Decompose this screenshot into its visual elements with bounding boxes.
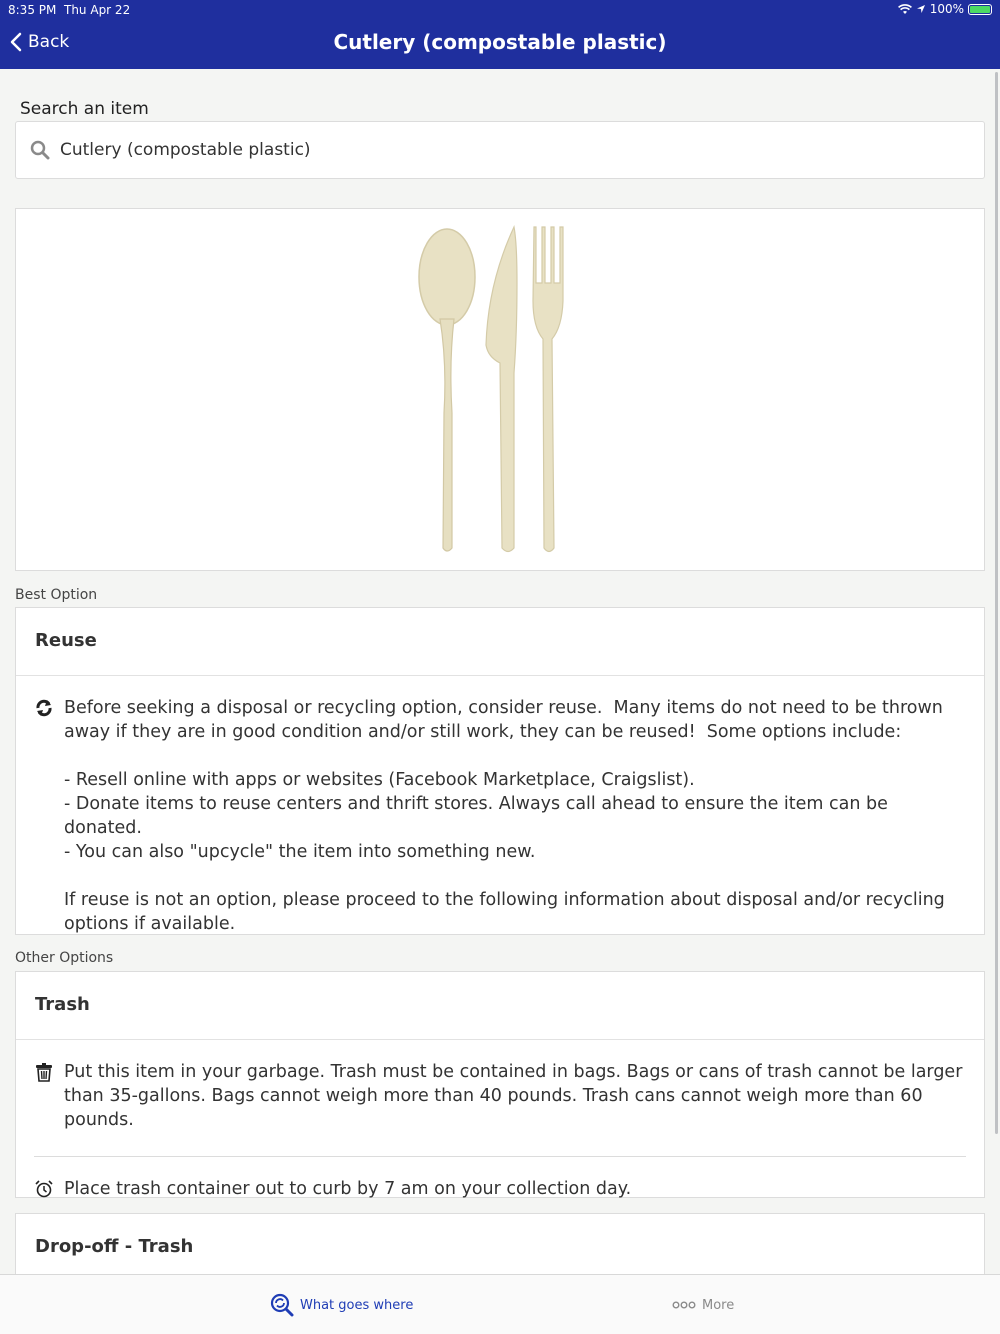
item-detail-content[interactable] [0, 69, 1000, 1274]
status-indicators [898, 2, 992, 16]
recycle-icon [35, 699, 53, 717]
alarm-clock-icon [35, 1180, 53, 1198]
reuse-fallback: If reuse is not an option, please proceed to the following information about disposal and/or recycling options if available. [64, 890, 951, 934]
tab-bar [0, 1274, 1000, 1334]
trash-instructions [16, 1060, 984, 1132]
best-option-label: Best Option [15, 587, 98, 603]
location-icon [916, 4, 926, 14]
reuse-option-resell: - Resell online with apps or websites (Facebook Marketplace, Craigslist). [64, 770, 695, 790]
search-icon [30, 140, 50, 160]
tab-what-goes-where[interactable] [270, 1275, 413, 1334]
tab-label-more: More [702, 1297, 735, 1313]
reuse-intro: Before seeking a disposal or recycling option, consider reuse. Many items do not need to be thrown away if they are in good condition and/or still work, they can be reused! Some options include: [64, 698, 949, 742]
scrollbar[interactable] [995, 72, 998, 1134]
back-button[interactable] [10, 32, 69, 52]
trash-schedule [16, 1177, 984, 1201]
dropoff-trash-card [15, 1213, 985, 1274]
wifi-icon [898, 4, 912, 15]
other-options-label: Other Options [15, 950, 114, 966]
battery-percent: 100% [929, 2, 964, 16]
search-box[interactable] [15, 121, 985, 179]
item-image-card [15, 208, 985, 571]
trash-rule-text: Put this item in your garbage. Trash must be contained in bags. Bags or cans of trash cannot be larger than 35-gallons. Bags cannot weigh more than 40 pounds. Trash cans cannot weigh more than 60 pounds. [64, 1062, 968, 1130]
row-divider [34, 1156, 966, 1157]
status-time: 8:35 PM [8, 3, 57, 17]
navigation-bar [0, 20, 1000, 69]
trash-schedule-text: Place trash container out to curb by 7 am on your collection day. [64, 1179, 632, 1199]
reuse-option-donate: - Donate items to reuse centers and thrift stores. Always call ahead to ensure the item can be donated. [64, 794, 894, 838]
search-input[interactable] [60, 140, 940, 160]
back-label: Back [28, 32, 70, 52]
chevron-left-icon [10, 32, 22, 52]
battery-icon [968, 4, 992, 15]
dropoff-trash-title[interactable]: Drop-off - Trash [16, 1214, 984, 1274]
status-date: Thu Apr 22 [64, 3, 131, 17]
reuse-option-upcycle: - You can also "upcycle" the item into something new. [64, 842, 536, 862]
search-recycle-icon [270, 1293, 294, 1317]
status-bar [0, 0, 1000, 20]
trash-bin-icon [35, 1063, 53, 1082]
tab-label-what-goes-where: What goes where [300, 1297, 414, 1313]
trash-option-card [15, 971, 985, 1198]
cutlery-image [416, 223, 586, 557]
trash-option-title[interactable]: Trash [16, 972, 984, 1040]
reuse-option-card [15, 607, 985, 935]
tab-more[interactable] [672, 1275, 734, 1334]
page-title: Cutlery (compostable plastic) [333, 30, 667, 54]
reuse-description [16, 696, 984, 936]
more-dots-icon [672, 1301, 696, 1309]
search-label: Search an item [20, 99, 149, 119]
reuse-option-title[interactable]: Reuse [16, 608, 984, 676]
